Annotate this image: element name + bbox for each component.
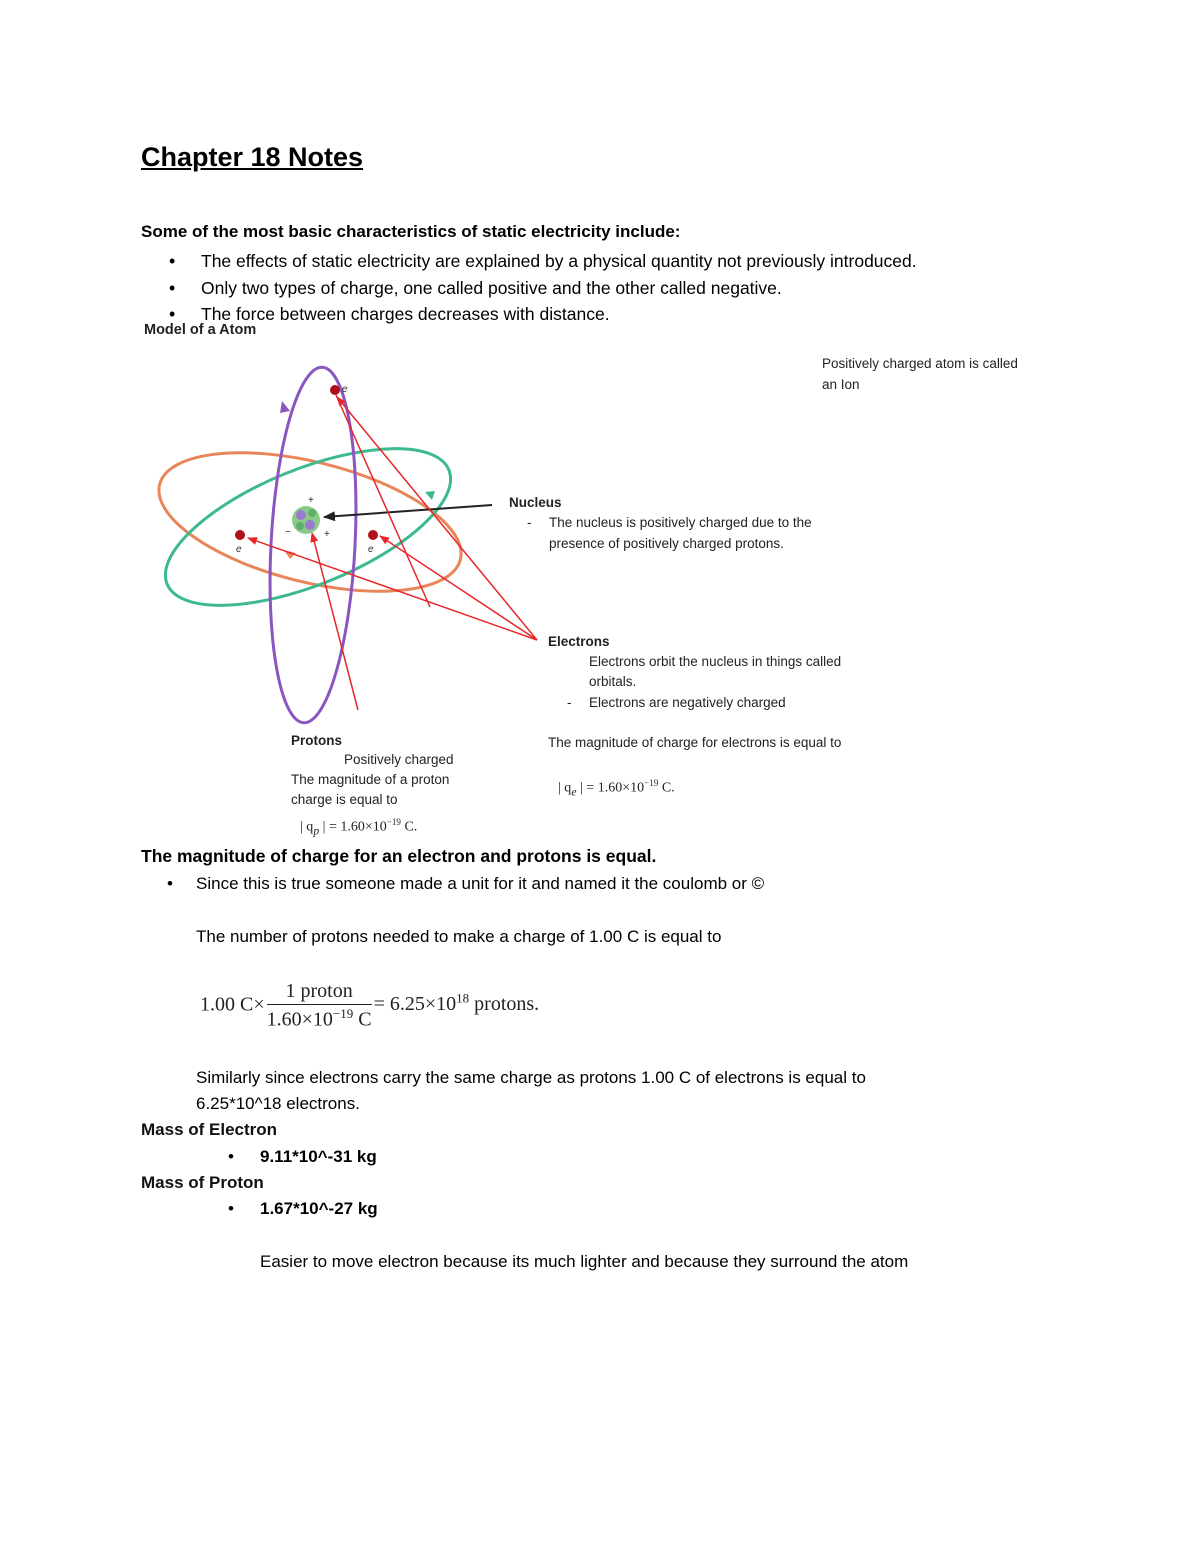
mass-electron-value: 9.11*10^-31 kg	[260, 1147, 377, 1166]
easier-text: Easier to move electron because its much lighter and because they surround the atom	[260, 1252, 909, 1271]
similarly-line2: 6.25*10^18 electrons.	[196, 1094, 360, 1113]
electrons-desc-line1: Electrons orbit the nucleus in things called	[589, 654, 842, 669]
electron-pointer-arrow	[337, 397, 537, 640]
nucleus	[292, 506, 320, 534]
electron-top	[330, 385, 340, 395]
intro-heading: Some of the most basic characteristics of static electricity include:	[141, 222, 681, 241]
characteristics-list	[141, 248, 917, 328]
protons-desc-line3: charge is equal to	[291, 792, 398, 807]
page-title: Chapter 18 Notes	[141, 142, 364, 172]
proton-charge-equation: | $q_p$ | = $1.60\times 10^{-19}$ C.	[300, 817, 418, 838]
coulomb-bullet-text: Since this is true someone made a unit for it and named it the coulomb or ©	[196, 874, 765, 893]
nucleus-pointer-arrow	[324, 505, 492, 517]
nucleus-label: Nucleus	[509, 495, 562, 510]
electron-pointer-arrow	[248, 538, 537, 640]
electrons-desc-line2: orbitals.	[589, 674, 637, 689]
electron-pointer-arrow	[380, 536, 537, 640]
list-item: • The force between charges decreases with distance.	[141, 301, 917, 328]
ion-note-line1: Positively charged atom is called	[822, 356, 1018, 371]
purple-orbit	[262, 365, 365, 725]
atom-diagram	[140, 345, 700, 845]
protons-desc-line1: Positively charged	[344, 752, 454, 767]
protons-formula	[200, 980, 539, 1032]
electron-left	[235, 530, 245, 540]
purple-direction-arrow	[280, 401, 290, 413]
formula-lhs: 1.00 C×	[200, 993, 265, 1016]
similarly-line1: Similarly since electrons carry the same charge as protons 1.00 C of electrons is equal to	[196, 1068, 866, 1087]
electron-top-symbol: e	[342, 384, 348, 395]
electrons-desc-line3: - Electrons are negatively charged	[589, 695, 786, 710]
list-item: • The effects of static electricity are explained by a physical quantity not previously introduced.	[141, 248, 917, 275]
nucleus-desc-line2: presence of positively charged protons.	[549, 536, 784, 551]
formula-rhs: = $6.25\times 10^{18}$ protons.	[373, 990, 540, 1016]
bullet-symbol: •	[167, 874, 173, 893]
electron-magnitude-text: The magnitude of charge for electrons is equal to	[548, 735, 842, 750]
mass-proton-value: 1.67*10^-27 kg	[260, 1199, 378, 1218]
protons-label: Protons	[291, 733, 343, 748]
ion-note-line2: an Ion	[822, 377, 860, 392]
formula-numerator: 1 proton	[267, 980, 372, 1005]
electron-charge-equation: | $q_e$ | = $1.60\times 10^{-19}$ C.	[558, 778, 675, 799]
formula-fraction	[267, 980, 372, 1032]
magnitude-heading: The magnitude of charge for an electron and protons is equal.	[141, 846, 657, 866]
formula-denominator: $1.60\times 10^{-19}$ C	[266, 1006, 372, 1031]
nucleus-desc-line1: - The nucleus is positively charged due to the	[549, 515, 812, 530]
electrons-label: Electrons	[548, 634, 610, 649]
bullet-symbol: •	[228, 1199, 234, 1218]
mass-proton-heading: Mass of Proton	[141, 1173, 264, 1192]
green-direction-arrow	[425, 491, 435, 500]
electron-left-symbol: e	[236, 544, 242, 555]
protons-needed-text: The number of protons needed to make a charge of 1.00 C is equal to	[196, 927, 722, 946]
nucleus-minus-left: −	[285, 527, 291, 538]
electron-right	[368, 530, 378, 540]
proton-pointer-arrow	[312, 533, 358, 710]
protons-desc-line2: The magnitude of a proton	[291, 772, 450, 787]
electron-right-symbol: e	[368, 544, 374, 555]
bullet-symbol: •	[228, 1147, 234, 1166]
nucleus-plus-top: +	[308, 495, 314, 506]
mass-electron-heading: Mass of Electron	[141, 1120, 278, 1139]
diagram-title: Model of a Atom	[144, 322, 257, 338]
nucleus-plus-right: +	[324, 529, 330, 540]
list-item: • Only two types of charge, one called positive and the other called negative.	[141, 275, 917, 302]
